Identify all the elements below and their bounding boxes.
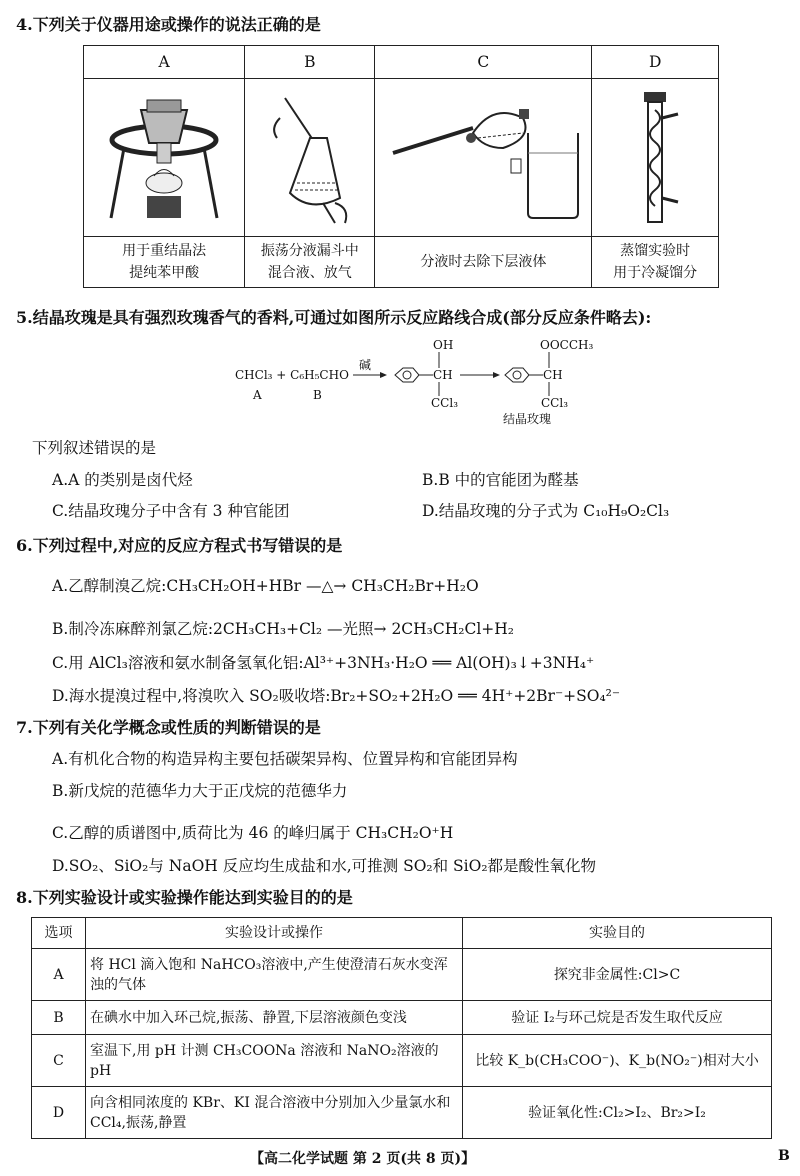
q7-option-b: B.新戊烷的范德华力大于正戊烷的范德华力 (52, 782, 348, 800)
q8-row-a-option: A (32, 949, 86, 1001)
q8-stem: 8.下列实验设计或实验操作能达到实验目的的是 (16, 888, 353, 907)
separatory-funnel-shaking-icon (255, 88, 365, 228)
table-row (32, 1035, 772, 1087)
benzene-ring-icon (395, 368, 419, 382)
q4-caption-a (84, 237, 245, 288)
table-row (32, 949, 772, 1001)
q5-ccl3-1: CCl₃ (431, 396, 459, 410)
q5-ch-2: CH (543, 368, 563, 382)
q5-option-b: B.B 中的官能团为醛基 (422, 471, 579, 489)
q7-stem: 7.下列有关化学概念或性质的判断错误的是 (16, 718, 321, 737)
q8-header-option: 选项 (32, 918, 86, 949)
q4-caption-d (592, 237, 719, 288)
q8-header-goal: 实验目的 (463, 918, 772, 949)
q8-row-c-option: C (32, 1035, 86, 1087)
q5-ch-1: CH (433, 368, 453, 382)
q4-caption-c-line1: 分液时去除下层液体 (420, 254, 547, 270)
q5-option-d: D.结晶玫瑰的分子式为 C₁₀H₉O₂Cl₃ (422, 502, 670, 520)
q6-option-b: B.制冷冻麻醉剂氯乙烷:2CH₃CH₃+Cl₂ —光照→ 2CH₃CH₂Cl+H₂ (52, 620, 515, 638)
q8-row-d-design: 向含相同浓度的 KBr、KI 混合溶液中分别加入少量氯水和 CCl₄,振荡,静置 (86, 1087, 463, 1139)
q5-option-a: A.A 的类别是卤代烃 (52, 471, 193, 489)
q4-table (83, 45, 719, 288)
q5-stem: 5.结晶玫瑰是具有强烈玫瑰香气的香料,可通过如图所示反应路线合成(部分反应条件略去): (16, 308, 652, 327)
q4-caption-c (375, 237, 592, 288)
benzene-ring-icon (505, 368, 529, 382)
q4-caption-a-line1: 用于重结晶法 (122, 243, 207, 259)
q4-caption-a-line2: 提纯苯甲酸 (129, 265, 200, 281)
q4-caption-d-line2: 用于冷凝馏分 (613, 265, 698, 281)
q8-header-design: 实验设计或操作 (86, 918, 463, 949)
q6-option-c: C.用 AlCl₃溶液和氨水制备氢氧化铝:Al³⁺+3NH₃·H₂O ══ Al(OH)₃↓+3NH₄⁺ (52, 654, 595, 672)
separatory-funnel-draining-icon (383, 93, 583, 223)
q8-row-a-goal: 探究非金属性:Cl>C (463, 949, 772, 1001)
q8-row-d-option: D (32, 1087, 86, 1139)
q4-header-a: A (84, 46, 245, 79)
q5-product-name: 结晶玫瑰 (503, 412, 552, 426)
q7-option-a: A.有机化合物的构造异构主要包括碳架异构、位置异构和官能团异构 (52, 750, 518, 768)
q5-ccl3-2: CCl₃ (541, 396, 569, 410)
q7-option-d: D.SO₂、SiO₂与 NaOH 反应均生成盐和水,可推测 SO₂和 SiO₂都是酸性氧化物 (52, 857, 597, 875)
page-footer: 【高二化学试题 第 2 页(共 8 页)】 (250, 1151, 476, 1167)
q4-image-c (375, 79, 592, 237)
q8-row-b-goal: 验证 I₂与环己烷是否发生取代反应 (463, 1001, 772, 1035)
q4-caption-b-line1: 振荡分液漏斗中 (260, 243, 359, 259)
q5-label-b: B (313, 388, 322, 402)
q8-row-a-design: 将 HCl 滴入饱和 NaHCO₃溶液中,产生使澄清石灰水变浑浊的气体 (86, 949, 463, 1001)
q4-caption-b (245, 237, 375, 288)
q4-caption-b-line2: 混合液、放气 (267, 265, 352, 281)
paper-version: B (778, 1148, 790, 1164)
q4-stem: 4.下列关于仪器用途或操作的说法正确的是 (16, 15, 321, 34)
q6-option-a: A.乙醇制溴乙烷:CH₃CH₂OH+HBr —△→ CH₃CH₂Br+H₂O (52, 577, 479, 595)
q8-row-b-design: 在碘水中加入环己烷,振荡、静置,下层溶液颜色变浅 (86, 1001, 463, 1035)
q4-header-c: C (375, 46, 592, 79)
q4-header-b: B (245, 46, 375, 79)
q8-row-c-design: 室温下,用 pH 计测 CH₃COONa 溶液和 NaNO₂溶液的 pH (86, 1035, 463, 1087)
table-row (32, 1087, 772, 1139)
q6-option-d: D.海水提溴过程中,将溴吹入 SO₂吸收塔:Br₂+SO₂+2H₂O ══ 4H⁺+2Br⁻+SO₄²⁻ (52, 687, 621, 705)
q7-option-c: C.乙醇的质谱图中,质荷比为 46 的峰归属于 CH₃CH₂O⁺H (52, 824, 454, 842)
q4-image-b (245, 79, 375, 237)
q5-oh: OH (433, 338, 454, 352)
q5-option-c: C.结晶玫瑰分子中含有 3 种官能团 (52, 502, 290, 520)
condenser-icon (620, 88, 690, 228)
q5-reaction-scheme (225, 330, 605, 430)
q5-prompt: 下列叙述错误的是 (32, 439, 157, 457)
q4-image-a (84, 79, 245, 237)
q8-row-b-option: B (32, 1001, 86, 1035)
q8-table (31, 917, 772, 1139)
q4-header-d: D (592, 46, 719, 79)
q5-reactants: CHCl₃ + C₆H₅CHO (235, 368, 349, 382)
q5-label-a: A (253, 388, 262, 402)
q4-image-d (592, 79, 719, 237)
q5-ooc: OOCCH₃ (540, 338, 594, 352)
q8-row-c-goal: 比较 K_b(CH₃COO⁻)、K_b(NO₂⁻)相对大小 (463, 1035, 772, 1087)
q8-row-d-goal: 验证氧化性:Cl₂>I₂、Br₂>I₂ (463, 1087, 772, 1139)
funnel-on-tripod-icon (99, 88, 229, 228)
q5-catalyst: 碱 (359, 358, 372, 372)
table-row (32, 1001, 772, 1035)
q6-stem: 6.下列过程中,对应的反应方程式书写错误的是 (16, 536, 343, 555)
q4-caption-d-line1: 蒸馏实验时 (620, 243, 691, 259)
